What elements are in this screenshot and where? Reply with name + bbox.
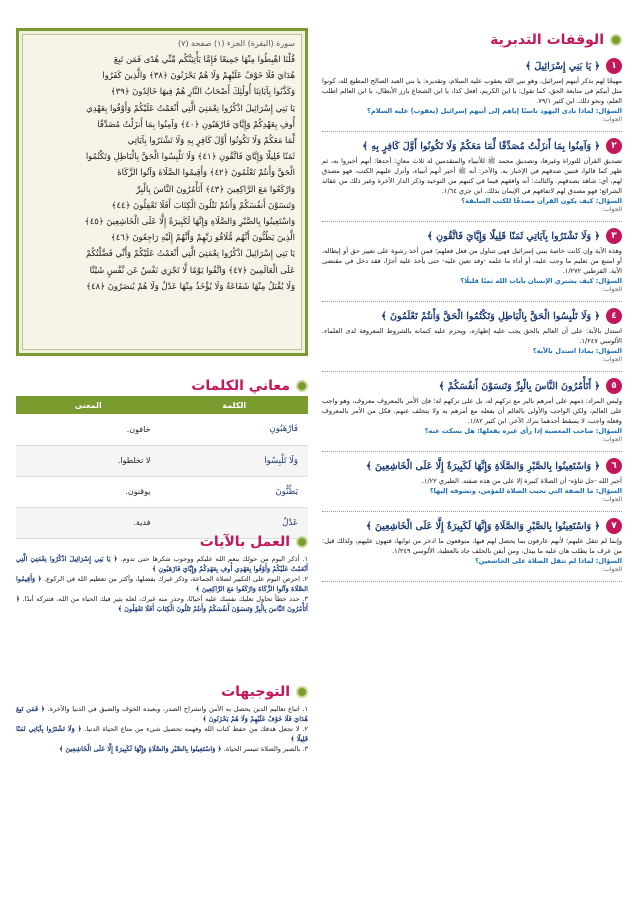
question-label: السؤال:	[595, 427, 622, 435]
answer-label: الجواب:	[602, 496, 622, 503]
quran-line: الَّذِينَ يَظُنُّونَ أَنَّهُم مُّلَاقُو رَبِّهِمْ وَأَنَّهُمْ إِلَيْهِ رَاجِعُونَ ﴿٤٦﴾	[110, 232, 295, 243]
quran-line: أُوفِ بِعَهْدِكُمْ وَإِيَّايَ فَارْهَبُونِ ﴿٤٠﴾ وَآمِنُوا بِمَا أَنزَلْتُ مُصَدِّقًا	[97, 118, 295, 129]
work-item-1: ١. أذكر اليوم من حولك بنعم الله عليكم ووجوب شكرها حتى تدوم.	[120, 555, 308, 563]
vocab-title: معاني الكلمات	[191, 378, 290, 394]
answer-label: الجواب:	[602, 566, 622, 573]
reflection-question	[322, 427, 622, 435]
guidance-verse-3: ﴿ وَاسْتَعِينُوا بِالصَّبْرِ وَالصَّلَاةِ وَإِنَّهَا لَكَبِيرَةٌ إِلَّا عَلَى الْخَاشِعِينَ ﴾	[59, 745, 222, 753]
reflection-number: ٤	[606, 308, 622, 324]
reflection-question	[322, 487, 622, 495]
quran-line: يَا بَنِي إِسْرَائِيلَ اذْكُرُوا نِعْمَتِيَ الَّتِي أَنْعَمْتُ عَلَيْكُمْ وَأَوْفُوا بِعَهْدِي	[86, 102, 295, 113]
quran-line: وَكَذَّبُوا بِآيَاتِنَا أُولَٰئِكَ أَصْحَابُ النَّارِ هُمْ فِيهَا خَالِدُونَ ﴿٣٩﴾	[110, 86, 295, 97]
table-row	[16, 476, 308, 507]
vocab-word: عَدْلٌ	[160, 507, 308, 538]
reflection-head	[322, 458, 622, 474]
reflection-item	[322, 58, 622, 132]
section-bullet-icon	[296, 536, 308, 548]
reflection-body: أخبر الله -جل ثناؤه- أن الصلاة كبيرة إلا على من هذه صفته. الطبري ١/٢٢.	[421, 477, 622, 485]
question-text: بماذا استدل بالآية؟	[532, 347, 594, 355]
reflections-title: الوقفات التدبرية	[490, 32, 604, 48]
quran-line: لِّمَا مَعَكُمْ وَلَا تَكُونُوا أَوَّلَ كَافِرٍ بِهِ وَلَا تَشْتَرُوا بِآيَاتِي	[127, 135, 295, 146]
reflections-header	[322, 28, 622, 52]
reflection-answer[interactable]	[322, 566, 622, 582]
quran-line: عَلَى الْعَالَمِينَ ﴿٤٧﴾ وَاتَّقُوا يَوْمًا لَّا تَجْزِي نَفْسٌ عَن نَّفْسٍ شَيْئًا	[89, 264, 295, 275]
reflection-answer[interactable]	[322, 436, 622, 452]
reflection-verse: ﴿ وَلَا تَشْتَرُوا بِآيَاتِي ثَمَنًا قَلِيلًا وَإِيَّايَ فَاتَّقُونِ ﴾	[427, 230, 600, 242]
vocab-col-word: الكلمة	[160, 396, 308, 414]
reflection-body: وليس المراد: ذمهم على أمرهم بالبر مع تركهم له، بل على تركهم له؛ فإن الأمر بالمعروف معروف، وهو واجب على العالم، ولكن الواجب والأولى بالعالم أن يفعله مع أمرهم به ولا يتخلف عنهم، فكل من الأمر بالمعروف وفعله واجب، لا يسقط أحدهما بترك الآخر. ابن كثير ١/٨٢.	[322, 397, 622, 425]
reflection-verse: ﴿ وَآمِنُوا بِمَا أَنزَلْتُ مُصَدِّقًا لِّمَا مَعَكُمْ وَلَا تَكُونُوا أَوَّلَ كَافِرٍ بِهِ ﴾	[362, 140, 600, 152]
answer-label: الجواب:	[602, 116, 622, 123]
work-item-3: ٣. حدد خطأ تحاول تغليك نفسك عليه أحيانًا، وحذر منه غيرك، لعله يثير فيك الحياء من الله، فتتركه أبدًا.	[22, 595, 308, 603]
vocab-table-header	[16, 396, 308, 414]
reflections-column	[322, 28, 622, 582]
quran-page	[22, 34, 302, 350]
answer-label: الجواب:	[602, 436, 622, 443]
reflection-verse: ﴿ وَاسْتَعِينُوا بِالصَّبْرِ وَالصَّلَاةِ وَإِنَّهَا لَكَبِيرَةٌ إِلَّا عَلَى الْخَاشِعِينَ ﴾	[366, 520, 600, 532]
reflection-answer[interactable]	[322, 356, 622, 372]
reflection-question	[322, 347, 622, 355]
answer-line[interactable]	[322, 443, 622, 452]
question-label: السؤال:	[595, 557, 622, 565]
guidance-item-2: ٢. لا تجعل هدفك من حفظ كتاب الله وفهمه تحصيل شيء من متاع الحياة الدنيا.	[84, 725, 308, 733]
vocab-word: يَظُنُّونَ	[160, 476, 308, 507]
reflection-body: وإنما لم تثقل عليهم؛ لأنهم عارفون بما يحصل لهم فيها، متوقعون ما ادخر من ثوابها، فتهون عليهم، ولذلك قيل: من عرف ما يطلب هان عليه ما يبذل، ومن أيقن بالخلف جاد بالعطية. الألوسي ١/٢٤٩.	[322, 537, 622, 555]
reflection-body: مهيجًا لهم بذكر أبيهم إسرائيل، وهو نبي الله يعقوب عليه السلام، وتقديره: يا بني العبد الصالح المطيع لله، كونوا مثل أبيكم في متابعة الحق، كما تقول: يا ابن الكريم، افعل كذا، يا ابن الشجاع بارز الأبطال، يا ابن العالم اطلب العلم، ونحو ذلك. ابن كثير ٧٩/١.	[322, 77, 622, 105]
answer-label: الجواب:	[602, 206, 622, 213]
vocab-table	[16, 396, 308, 539]
reflection-number: ٥	[606, 378, 622, 394]
question-text: لماذا لم تثقل الصلاة على الخاشعين؟	[474, 557, 594, 565]
work-paragraph	[16, 554, 308, 574]
reflections-list	[322, 58, 622, 582]
work-header	[16, 530, 308, 554]
reflection-number: ٣	[606, 228, 622, 244]
reflection-item	[322, 138, 622, 222]
guidance-verse-2: ﴿ وَلَا تَشْتَرُوا بِآيَاتِي ثَمَنًا قَلِيلًا ﴾	[16, 725, 308, 743]
question-text: ما الصفة التي تحبب الصلاة للمؤمن، وتشوقه إليها؟	[429, 487, 594, 495]
answer-label: الجواب:	[602, 286, 622, 293]
guidance-verse-1: ﴿ فَمَن تَبِعَ هُدَايَ فَلَا خَوْفٌ عَلَيْهِمْ وَلَا هُمْ يَحْزَنُونَ ﴾	[16, 705, 308, 723]
quran-line: ثَمَنًا قَلِيلًا وَإِيَّايَ فَاتَّقُونِ ﴿٤١﴾ وَلَا تَلْبِسُوا الْحَقَّ بِالْبَاطِلِ وَتَكْتُمُوا	[85, 151, 295, 162]
reflection-number: ٧	[606, 518, 622, 534]
work-title: العمل بالآيات	[199, 534, 290, 550]
work-verse-2: ﴿ وَأَقِيمُوا الصَّلَاةَ وَآتُوا الزَّكَاةَ وَارْكَعُوا مَعَ الرَّاكِعِينَ ﴾	[16, 575, 308, 593]
reflection-verse: ﴿ يَا بَنِي إِسْرَائِيلَ ﴾	[525, 60, 600, 72]
reflection-item	[322, 378, 622, 452]
reflection-head	[322, 138, 622, 154]
section-bullet-icon	[296, 686, 308, 698]
vocab-word: وَلَا تَلْبِسُوا	[160, 445, 308, 476]
quran-line: وَلَا يُقْبَلُ مِنْهَا شَفَاعَةٌ وَلَا يُؤْخَذُ مِنْهَا عَدْلٌ وَلَا هُمْ يُنصَرُونَ ﴿٤٨﴾	[86, 280, 295, 291]
question-label: السؤال:	[595, 347, 622, 355]
reflection-number: ٢	[606, 138, 622, 154]
reflection-question	[322, 277, 622, 285]
quran-line: وَتَنسَوْنَ أَنفُسَكُمْ وَأَنتُمْ تَتْلُونَ الْكِتَابَ أَفَلَا تَعْقِلُونَ ﴿٤٤﴾	[111, 199, 295, 210]
guidance-paragraph	[16, 744, 308, 754]
reflection-number: ٦	[606, 458, 622, 474]
quran-line: قُلْنَا اهْبِطُوا مِنْهَا جَمِيعًا فَإِمَّا يَأْتِيَنَّكُم مِّنِّي هُدًى فَمَن تَبِعَ	[113, 54, 295, 64]
reflection-answer[interactable]	[322, 496, 622, 512]
question-label: السؤال:	[595, 107, 622, 115]
vocab-col-meaning: المعنى	[16, 396, 160, 414]
guidance-section	[16, 680, 308, 754]
reflection-body: تصديق القرآن للتوراة وغيرها، وتصديق محمد ﷺ للأنبياء والمتقدمين له ثلاث معانٍ: أحدها: أنهم أخبروا به، ثم ظهر كما قالوا، فتبين صدقهم في الإخبار به. والآخر: أنه ﷺ أخبر أنهم أنبياء، وأنزل عليهم الكتب، فهو مصدق لهم، أي: شاهد بصدقهم. والثالث: أنه وافقهم فيما في كتبهم من التوحيد وذكر الدار الآخرة وغير ذلك من عقائد الشرائع؛ فهو مصدق لهم لاتفاقهم في الإيمان بذلك. ابن جزي ١/٦٤.	[322, 157, 622, 195]
quran-line: هُدَايَ فَلَا خَوْفٌ عَلَيْهِمْ وَلَا هُمْ يَحْزَنُونَ ﴿٣٨﴾ وَالَّذِينَ كَفَرُوا	[102, 70, 295, 81]
reflection-question	[322, 107, 622, 115]
reflection-verse: ﴿ وَلَا تَلْبِسُوا الْحَقَّ بِالْبَاطِلِ وَتَكْتُمُوا الْحَقَّ وَأَنتُمْ تَعْلَمُونَ ﴾	[381, 310, 600, 322]
work-item-2: ٢. احرص اليوم على التكبير لصلاة الجماعة، وذكر غيرك بفضلها، وأكثر من تعظيم الله في الركوع.	[43, 575, 308, 583]
reflection-answer[interactable]	[322, 116, 622, 132]
answer-line[interactable]	[322, 213, 622, 222]
answer-line[interactable]	[322, 503, 622, 512]
quran-text	[29, 51, 295, 294]
answer-label: الجواب:	[602, 356, 622, 363]
reflection-answer[interactable]	[322, 286, 622, 302]
reflection-head	[322, 308, 622, 324]
quran-line: يَا بَنِي إِسْرَائِيلَ اذْكُرُوا نِعْمَتِيَ الَّتِي أَنْعَمْتُ عَلَيْكُمْ وَأَنِّي فَضَّلْتُكُمْ	[85, 248, 295, 259]
answer-line[interactable]	[322, 123, 622, 132]
table-row	[16, 414, 308, 445]
reflection-head	[322, 228, 622, 244]
question-text: صاحب المعصية إذا رأى غيره يفعلها: هل يسكت عنه؟	[424, 427, 594, 435]
guidance-item-1: ١. اتباع تعاليم الدين يحصل به الأمن وانشراح الصدر، وبعبده الخوف والضيق في الدنيا والآخرة.	[47, 705, 308, 713]
reflection-answer[interactable]	[322, 206, 622, 222]
reflection-verse: ﴿ أَتَأْمُرُونَ النَّاسَ بِالْبِرِّ وَتَنسَوْنَ أَنفُسَكُمْ ﴾	[438, 380, 600, 392]
reflection-question	[322, 557, 622, 565]
guidance-item-3: ٣. بالصبر والصلاة تتيسر الحياة.	[223, 745, 308, 753]
guidance-paragraph	[16, 704, 308, 724]
reflection-number: ١	[606, 58, 622, 74]
work-paragraph	[16, 594, 308, 614]
reflection-verse: ﴿ وَاسْتَعِينُوا بِالصَّبْرِ وَالصَّلَاةِ وَإِنَّهَا لَكَبِيرَةٌ إِلَّا عَلَى الْخَاشِعِينَ ﴾	[366, 460, 600, 472]
work-verse-3: ﴿ أَتَأْمُرُونَ النَّاسَ بِالْبِرِّ وَتَنسَوْنَ أَنفُسَكُمْ وَأَنتُمْ تَتْلُونَ الْكِتَابَ أَفَلَا تَعْقِلُونَ ﴾	[16, 595, 308, 613]
reflection-head	[322, 518, 622, 534]
quran-line: الْحَقَّ وَأَنتُمْ تَعْلَمُونَ ﴿٤٢﴾ وَأَقِيمُوا الصَّلَاةَ وَآتُوا الزَّكَاةَ	[117, 167, 295, 178]
vocab-meaning: خافون.	[16, 414, 160, 445]
work-verse-1: ﴿ يَا بَنِي إِسْرَائِيلَ اذْكُرُوا نِعْمَتِيَ الَّتِي أَنْعَمْتُ عَلَيْكُمْ وَأَوْفُوا بِعَهْدِي أُوفِ بِعَهْدِكُمْ وَإِيَّايَ فَارْهَبُونِ ﴾	[16, 555, 308, 573]
answer-line[interactable]	[322, 573, 622, 582]
guidance-header	[16, 680, 308, 704]
vocab-meaning: لا تخلطوا.	[16, 445, 160, 476]
reflection-head	[322, 378, 622, 394]
answer-line[interactable]	[322, 363, 622, 372]
work-section	[16, 530, 308, 614]
reflection-head	[322, 58, 622, 74]
section-bullet-icon	[296, 380, 308, 392]
question-text: كيف يكون القرآن مصدقًا للكتب السابقة؟	[461, 197, 594, 205]
reflection-item	[322, 458, 622, 512]
quran-page-caption: سورة (البقرة) الجزء (١) صفحة (٧)	[178, 39, 295, 48]
question-text: كيف يشتري الإنسان بآيات الله ثمنًا قليلًا؟	[460, 277, 594, 285]
guidance-title: التوجيهات	[221, 684, 290, 700]
section-bullet-icon	[610, 34, 622, 46]
answer-line[interactable]	[322, 293, 622, 302]
vocab-word: فَارْهَبُونِ	[160, 414, 308, 445]
reflection-item	[322, 228, 622, 302]
reflection-body: استدل بالآية: على أن العالم بالحق يجب عليه إظهاره، ويحرم عليه كتمانه بالشروط المعروفة لدى العلماء. الألوسي ١/٢٤٧.	[322, 327, 622, 345]
question-label: السؤال:	[595, 487, 622, 495]
reflection-item	[322, 308, 622, 372]
guidance-paragraph	[16, 724, 308, 744]
question-label: السؤال:	[595, 277, 622, 285]
quran-line: وَاسْتَعِينُوا بِالصَّبْرِ وَالصَّلَاةِ وَإِنَّهَا لَكَبِيرَةٌ إِلَّا عَلَى الْخَاشِعِينَ ﴿٤٥﴾	[84, 216, 295, 227]
work-paragraph	[16, 574, 308, 594]
reflection-item	[322, 518, 622, 582]
quran-page-frame	[16, 28, 308, 356]
vocab-meaning: يوقنون.	[16, 476, 160, 507]
reflection-question	[322, 197, 622, 205]
vocab-header	[16, 374, 308, 398]
quran-line: وَارْكَعُوا مَعَ الرَّاكِعِينَ ﴿٤٣﴾ أَتَأْمُرُونَ النَّاسَ بِالْبِرِّ	[136, 183, 295, 194]
reflection-body: وهذه الآية وإن كانت خاصة ببني إسرائيل فهي تتناول من فعل فعلهم؛ فمن أخذ رشوة على تغيير حق أو إبطاله، أو امتنع من تعليم ما وجب عليه، أو أداء ما علمه -وقد تعين عليه- حتى يأخذ عليه أجرًا، فقد دخل في مقتضى الآية. القرطبي ١/٢٧٢.	[322, 247, 622, 275]
question-text: لماذا نادى اليهود ناسبًا إياهم إلى أبيهم إسرائيل (يعقوب) عليه السلام؟	[367, 107, 594, 115]
table-row	[16, 445, 308, 476]
question-label: السؤال:	[595, 197, 622, 205]
vocab-meaning: فدية.	[16, 507, 160, 538]
